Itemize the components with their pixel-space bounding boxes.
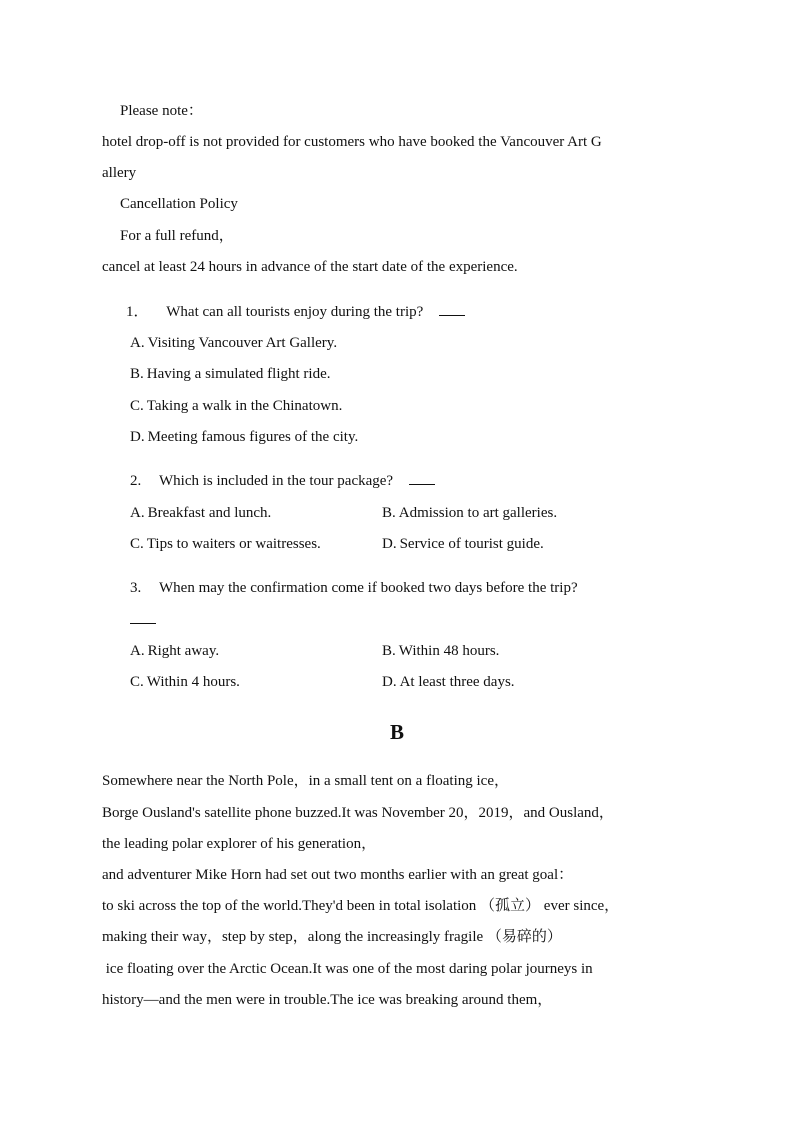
option-text: Admission to art galleries. [398, 505, 558, 521]
option-letter: A. [130, 335, 145, 351]
please-note-label: Please note： [120, 103, 203, 119]
option-letter: A. [130, 643, 145, 659]
option-text: Within 48 hours. [398, 643, 500, 659]
option-letter: D. [382, 536, 397, 552]
option-text: Service of tourist guide. [399, 536, 544, 552]
question-1 [126, 303, 465, 321]
option-text: Within 4 hours. [146, 674, 240, 690]
option-1c [130, 397, 342, 415]
answer-blank [409, 472, 435, 485]
question-text: What can all tourists enjoy during the trip? [166, 304, 424, 320]
option-letter: B. [382, 505, 396, 521]
question-text: When may the confirmation come if booked two days before the trip? [159, 580, 578, 596]
option-text: Taking a walk in the Chinatown. [146, 398, 343, 414]
option-text: Tips to waiters or waitresses. [146, 536, 321, 552]
option-3a [130, 642, 219, 660]
passage-b-line: making their way，step by step，along the increasingly fragile （易碎的） [102, 929, 562, 945]
answer-blank [130, 611, 156, 624]
option-2a [130, 504, 271, 522]
option-letter: C. [130, 398, 144, 414]
option-3b [382, 642, 499, 660]
option-text: Breakfast and lunch. [147, 505, 272, 521]
option-letter: B. [382, 643, 396, 659]
refund-line: For a full refund， [120, 228, 234, 244]
passage-b-line: the leading polar explorer of his generation， [102, 836, 377, 852]
option-text: At least three days. [399, 674, 515, 690]
option-text: Right away. [147, 643, 220, 659]
option-letter: A. [130, 505, 145, 521]
option-text: Meeting famous figures of the city. [147, 429, 359, 445]
question-number: 3. [130, 580, 142, 596]
option-letter: C. [130, 536, 144, 552]
option-letter: B. [130, 366, 144, 382]
passage-b-line: and adventurer Mike Horn had set out two months earlier with an great goal： [102, 867, 574, 883]
passage-b-line: Borge Ousland's satellite phone buzzed.It was November 20，2019，and Ousland， [102, 805, 614, 821]
option-1a [130, 334, 337, 352]
option-3c [130, 673, 240, 691]
option-letter: C. [130, 674, 144, 690]
option-2d [382, 535, 544, 553]
question-3 [130, 579, 578, 597]
passage-b-line: ice floating over the Arctic Ocean.It was one of the most daring polar journeys in [102, 961, 593, 977]
option-text: Visiting Vancouver Art Gallery. [147, 335, 338, 351]
cancellation-heading: Cancellation Policy [120, 196, 238, 212]
question-3-blank-line [130, 611, 156, 629]
section-heading: B [389, 720, 404, 744]
passage-b-line: Somewhere near the North Pole，in a small tent on a floating ice， [102, 773, 509, 789]
passage-b-line: history—and the men were in trouble.The ice was breaking around them， [102, 992, 553, 1008]
option-1d [130, 428, 358, 446]
answer-blank [439, 303, 465, 316]
question-number: 2. [130, 473, 142, 489]
question-number: 1． [126, 304, 149, 320]
option-2c [130, 535, 321, 553]
option-3d [382, 673, 515, 691]
option-text: Having a simulated flight ride. [146, 366, 331, 382]
question-2 [130, 472, 435, 490]
cancel-line: cancel at least 24 hours in advance of the start date of the experience. [102, 259, 518, 275]
dropoff-line-1: hotel drop-off is not provided for customers who have booked the Vancouver Art G [102, 134, 602, 150]
dropoff-line-2: allery [102, 165, 137, 181]
option-letter: D. [382, 674, 397, 690]
option-1b [130, 365, 330, 383]
option-letter: D. [130, 429, 145, 445]
passage-b-line: to ski across the top of the world.They'd been in total isolation （孤立） ever since， [102, 898, 620, 914]
question-text: Which is included in the tour package? [159, 473, 394, 489]
option-2b [382, 504, 557, 522]
